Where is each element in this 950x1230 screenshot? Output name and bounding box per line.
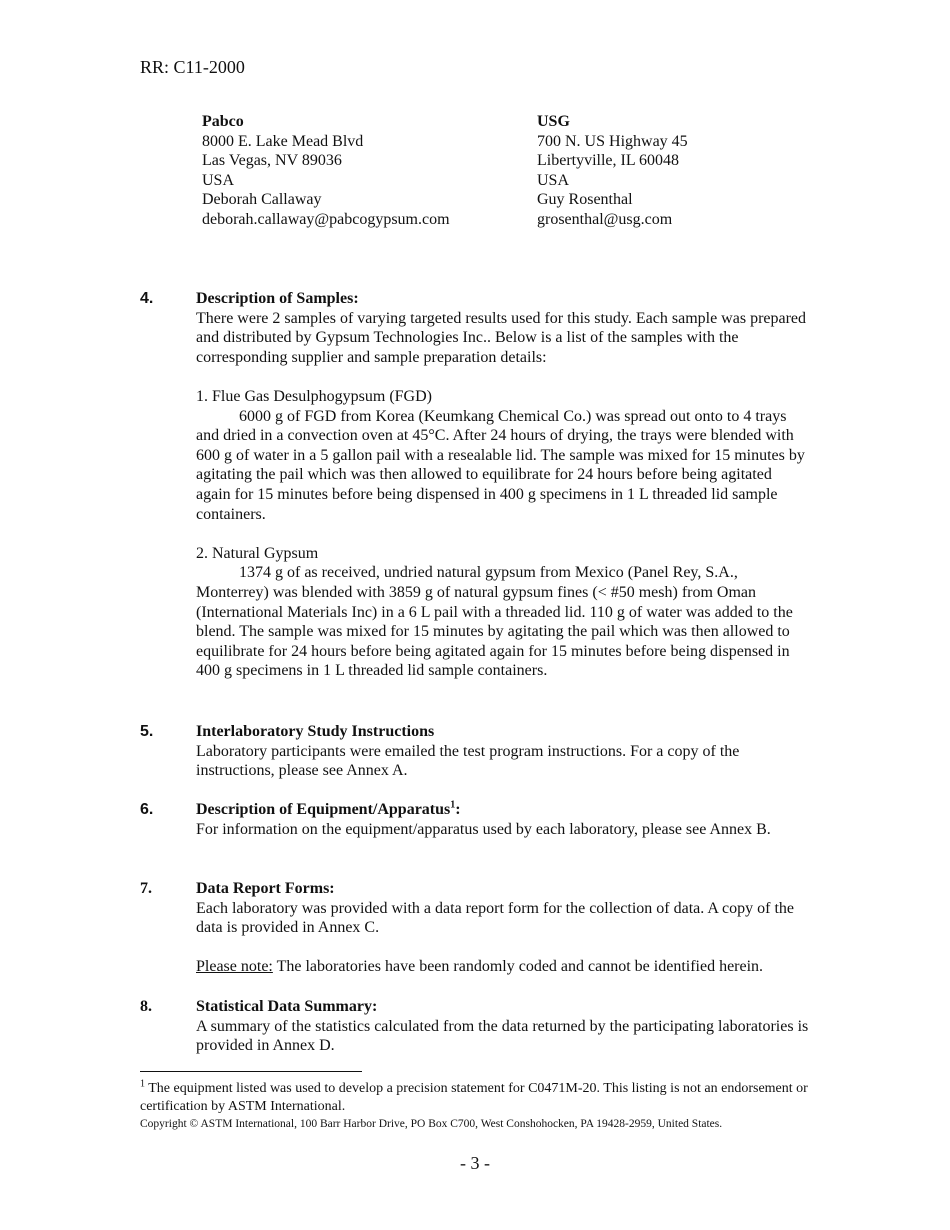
sample-preparation-text: 6000 g of FGD from Korea (Keumkang Chemical Co.) was spread out onto to 4 trays and dried in a convection oven at 45°C. After 24 hours of drying, the trays were blended with 600 g of water in a 5 gallon pail with a resealable lid. The sample was mixed for 15 minutes by agitating the pail which was then allowed to equilibrate for 24 hours before being agitated again for 15 minutes before being dispensed in 400 g specimens in 1 L threaded lid sample containers. xyxy=(196,407,805,523)
footnote-text: The equipment listed was used to develop a precision statement for C0471M-20. This listing is not an endorsement or certification by ASTM International. xyxy=(140,1081,808,1114)
section-number: 5. xyxy=(140,723,154,740)
supplier-country: USA xyxy=(537,171,570,189)
copyright-notice: Copyright © ASTM International, 100 Barr Harbor Drive, PO Box C700, West Conshohocken, PA 19428-2959, United States. xyxy=(140,1118,723,1130)
supplier-city: Las Vegas, NV 89036 xyxy=(202,152,342,170)
section-intro: There were 2 samples of varying targeted results used for this study. Each sample was prepared and distributed by Gypsum Technologies Inc.. Below is a list of the samples with the corresponding supplier and sample preparation details: xyxy=(196,309,807,366)
sample-heading: 2. Natural Gypsum xyxy=(196,544,319,562)
footnote-reference[interactable]: 1 xyxy=(450,799,456,811)
section-equipment-apparatus xyxy=(140,800,810,839)
section-statistical-data-summary xyxy=(140,997,810,1056)
supplier-street: 8000 E. Lake Mead Blvd xyxy=(202,132,364,150)
supplier-city: Libertyville, IL 60048 xyxy=(537,152,680,170)
section-title: Statistical Data Summary: xyxy=(196,998,378,1015)
please-note-label: Please note: xyxy=(196,958,273,976)
section-title: Data Report Forms: xyxy=(196,880,335,897)
supplier-contact: Deborah Callaway xyxy=(202,191,322,209)
section-title: Description of Samples: xyxy=(196,290,359,307)
sample-heading: 1. Flue Gas Desulphogypsum (FGD) xyxy=(196,387,432,405)
section-text: A summary of the statistics calculated from the data returned by the participating laboratories is provided in Annex D. xyxy=(196,1017,809,1055)
supplier-name: USG xyxy=(537,113,570,130)
supplier-pabco-address xyxy=(202,112,450,230)
supplier-contact: Guy Rosenthal xyxy=(537,191,633,209)
section-number: 8. xyxy=(140,998,152,1015)
section-title: Interlaboratory Study Instructions xyxy=(196,723,435,740)
please-note-text: The laboratories have been randomly coded and cannot be identified herein. xyxy=(272,958,764,976)
footnote xyxy=(140,1080,810,1116)
section-text: Each laboratory was provided with a data report form for the collection of data. A copy of the data is provided in Annex C. xyxy=(196,899,795,937)
section-text: Laboratory participants were emailed the test program instructions. For a copy of the instructions, please see Annex A. xyxy=(196,742,740,780)
section-number: 6. xyxy=(140,801,154,818)
supplier-email: grosenthal@usg.com xyxy=(537,210,673,228)
footnote-divider xyxy=(140,1071,362,1072)
supplier-street: 700 N. US Highway 45 xyxy=(537,132,688,150)
section-data-report-forms xyxy=(140,879,810,977)
section-number: 4. xyxy=(140,290,154,307)
sample-fgd xyxy=(196,387,810,524)
section-interlaboratory-instructions xyxy=(140,722,810,781)
section-title-suffix: : xyxy=(455,801,461,818)
sample-preparation-text: 1374 g of as received, undried natural gypsum from Mexico (Panel Rey, S.A., Monterrey) was blended with 3859 g of natural gypsum fines (< #50 mesh) from Oman (International Materials Inc) in a 6 L pail with a threaded lid. 110 g of water was added to the blend. The sample was mixed for 15 minutes by agitating the pail which was then allowed to equilibrate for 24 hours before being agitated again for 15 minutes before being dispensed in 400 g specimens in 1 L threaded lid sample containers. xyxy=(196,564,793,680)
report-id-header: RR: C11-2000 xyxy=(140,57,245,77)
supplier-usg-address xyxy=(537,112,688,230)
section-title-text: Description of Equipment/Apparatus xyxy=(196,801,451,818)
page-number: - 3 - xyxy=(460,1153,490,1173)
supplier-email: deborah.callaway@pabcogypsum.com xyxy=(202,210,450,228)
section-number: 7. xyxy=(140,880,152,897)
supplier-country: USA xyxy=(202,171,235,189)
section-text: For information on the equipment/apparatus used by each laboratory, please see Annex B. xyxy=(196,820,771,838)
section-description-of-samples xyxy=(140,289,810,681)
please-note xyxy=(196,957,810,977)
supplier-name: Pabco xyxy=(202,113,244,130)
section-title xyxy=(196,800,810,820)
footnote-mark: 1 xyxy=(140,1078,145,1090)
sample-natural-gypsum xyxy=(196,544,810,681)
